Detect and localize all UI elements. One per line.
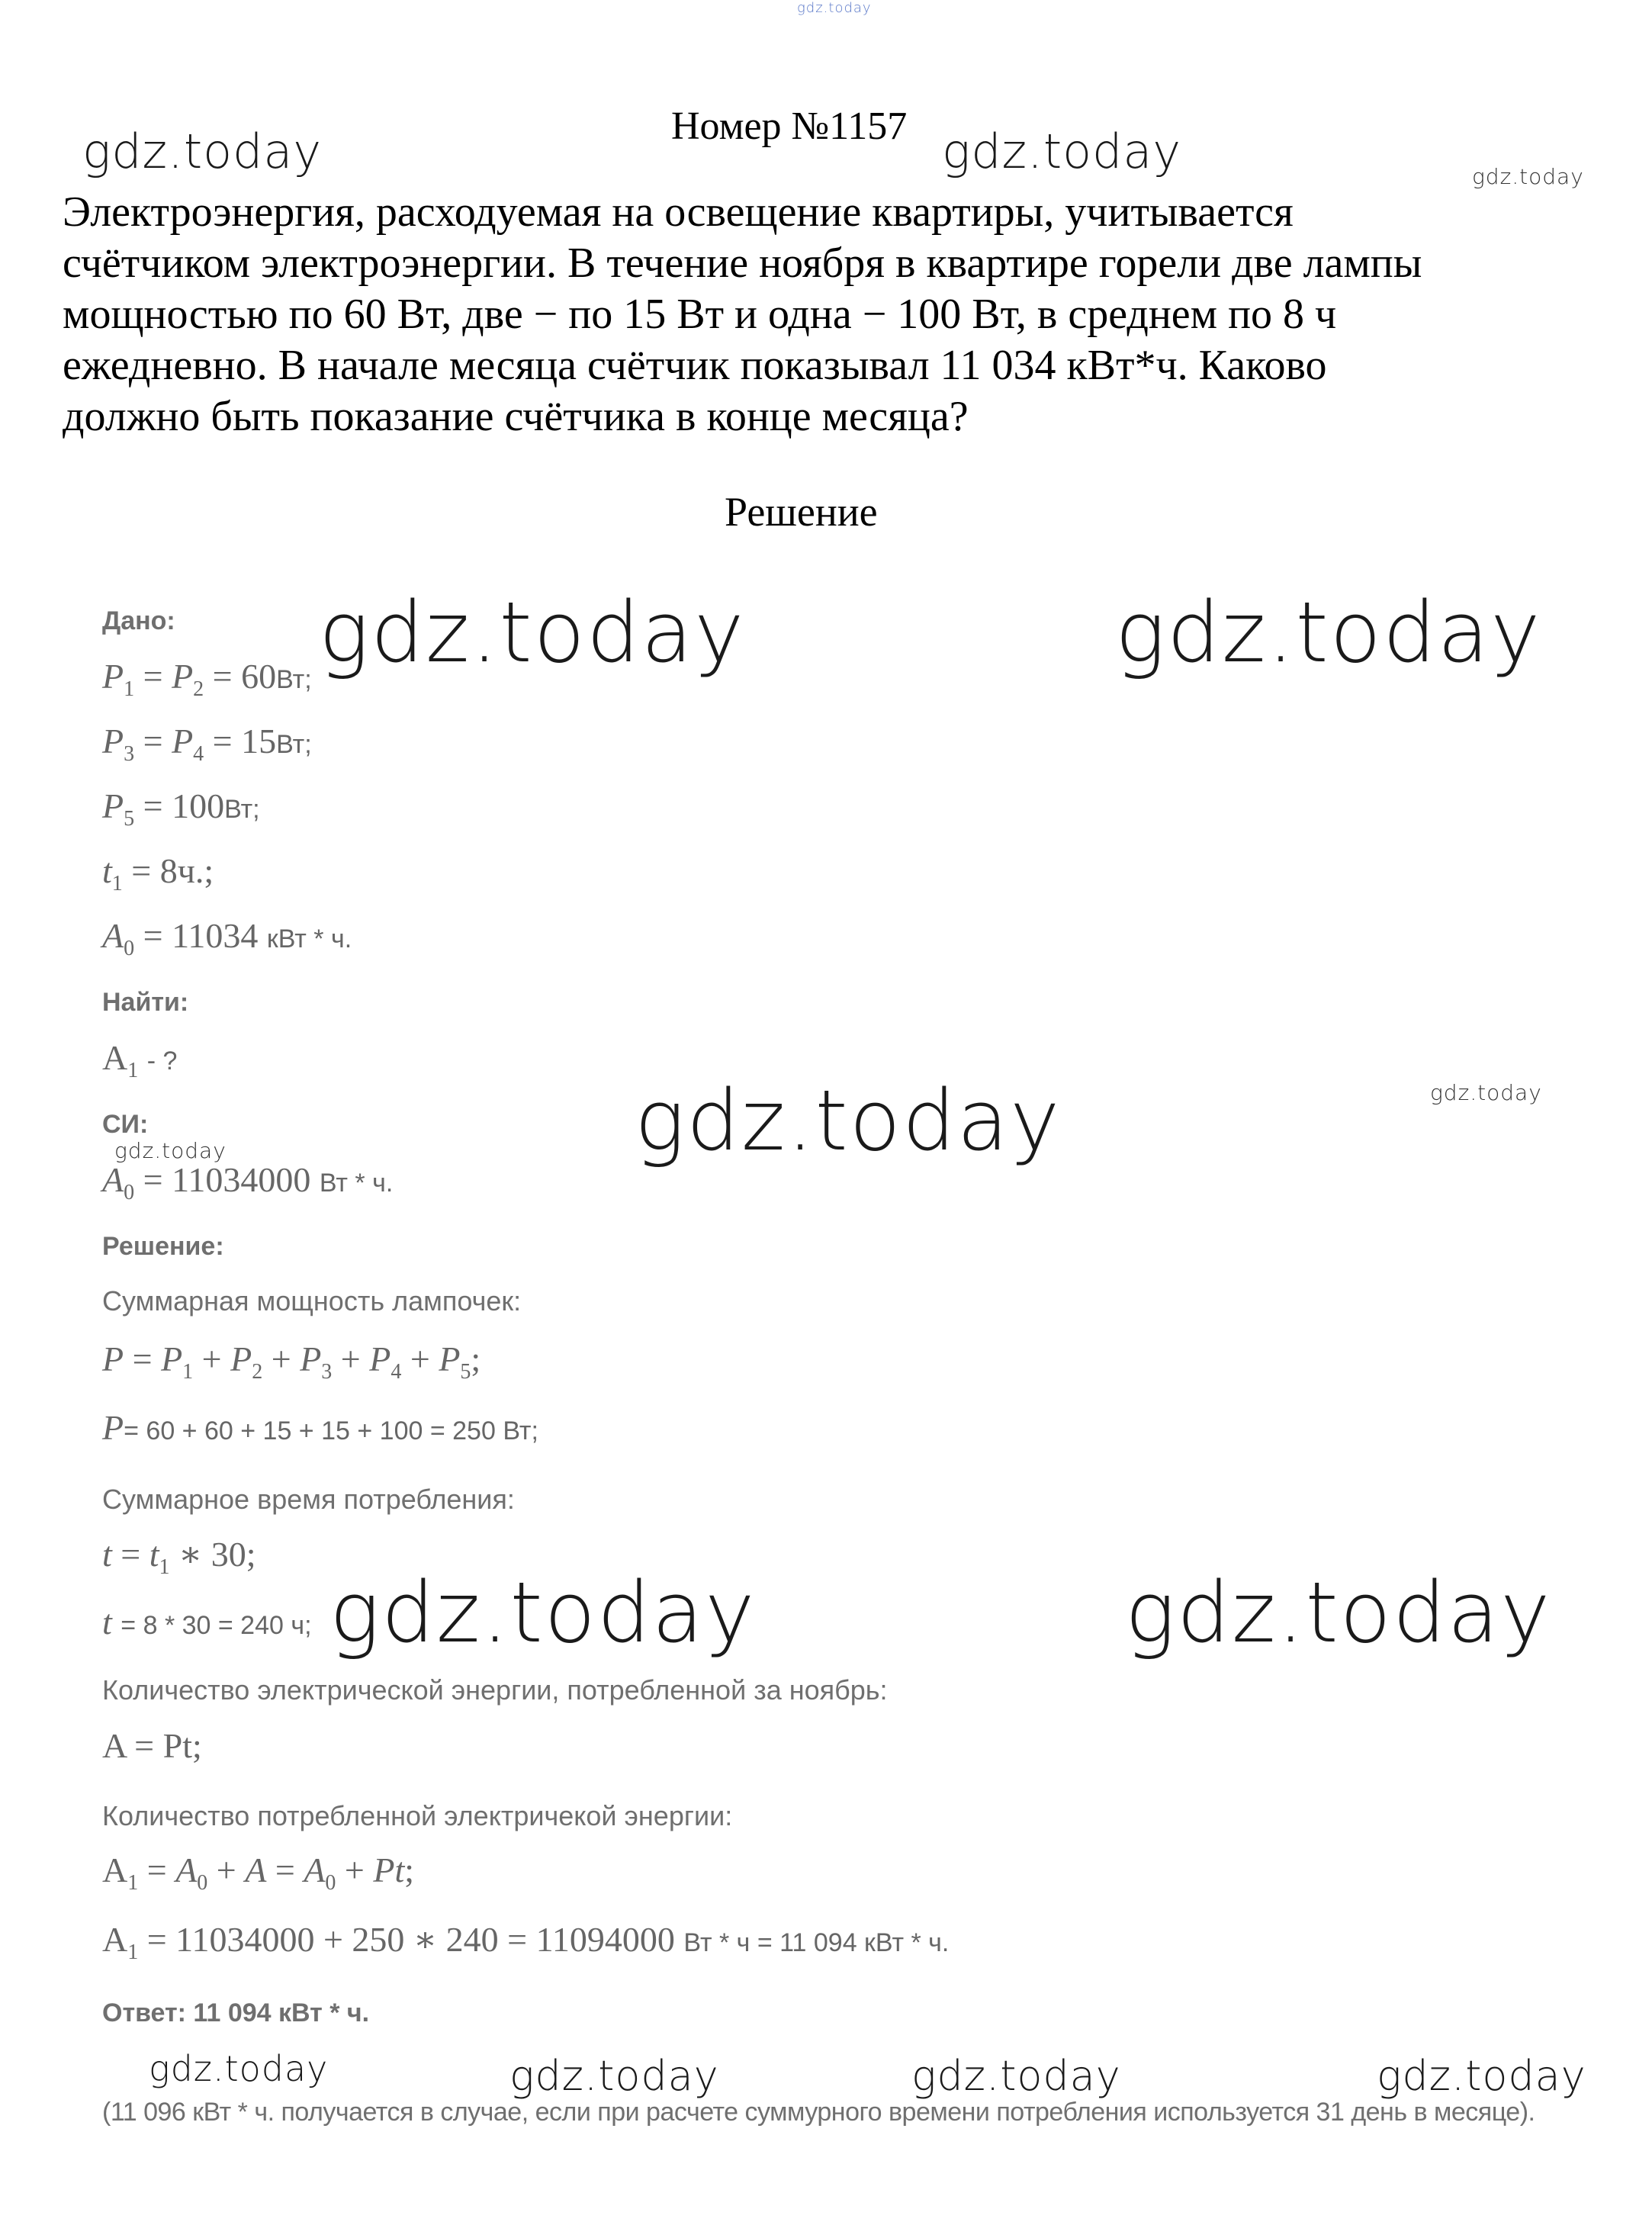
watermark: gdz.today — [319, 584, 746, 681]
given-a0: $A_0 = 11034$ кВт * ч. — [102, 916, 352, 961]
watermark: gdz.today — [1472, 164, 1584, 189]
footnote: (11 096 кВт * ч. получается в случае, если при расчете суммурного времени потребления используется 31 день в месяце). — [102, 2098, 1535, 2127]
time-formula: $t = t_1$ ∗ 30; — [102, 1535, 256, 1580]
solution-label: Решение: — [102, 1232, 224, 1261]
given-p5: $P_5 = 100Вт$; — [102, 786, 260, 831]
time-text: Суммарное время потребления: — [102, 1484, 515, 1515]
watermark: gdz.today — [1115, 584, 1542, 681]
watermark: gdz.today — [1430, 1080, 1542, 1105]
power-formula: $P = P_1 + P_2 + P_3 + P_4 + P_5$; — [102, 1339, 481, 1384]
answer: Ответ: 11 094 кВт * ч. — [102, 1998, 370, 2027]
energy-formula: A = Pt; — [102, 1726, 202, 1765]
consumed-formula: $A_1 = A_0 + A = A_0 + Pt$; — [102, 1850, 415, 1895]
problem-line: мощностью по 60 Вт, две − по 15 Вт и одна − 100 Вт, в среднем по 8 ч — [63, 291, 1337, 338]
watermark-top: gdz.today — [797, 0, 872, 16]
problem-line: счётчиком электроэнергии. В течение ноября в квартире горели две лампы — [63, 240, 1422, 287]
given-label: Дано: — [102, 606, 175, 635]
watermark: gdz.today — [509, 2052, 719, 2100]
given-t1: $t_1 = 8ч$.; — [102, 851, 214, 896]
energy-text: Количество электрической энергии, потребленной за ноябрь: — [102, 1674, 888, 1706]
problem-line: должно быть показание счётчика в конце месяца? — [63, 393, 969, 440]
problem-line: Электроэнергия, расходуемая на освещение квартиры, учитывается — [63, 188, 1294, 236]
problem-line: ежедневно. В начале месяца счётчик показывал 11 034 кВт*ч. Каково — [63, 342, 1327, 389]
time-numeric: t = 8 * 30 = 240 ч; — [102, 1603, 312, 1641]
watermark: gdz.today — [1125, 1564, 1552, 1661]
si-a0: $A_0 = 11034000$ Вт * ч. — [102, 1160, 394, 1205]
watermark: gdz.today — [329, 1564, 757, 1661]
consumed-text: Количество потребленной электричекой энергии: — [102, 1800, 733, 1831]
watermark: gdz.today — [82, 124, 323, 179]
power-text: Суммарная мощность лампочек: — [102, 1285, 522, 1317]
given-p1-p2: $P_1 = P_2 = 60Вт$; — [102, 657, 312, 702]
consumed-numeric: $A_1 = 11034000 + 250$ ∗ 240 = 11094000 Вт * ч = 11 094 кВт * ч. — [102, 1920, 950, 1965]
find-a1: $A_1$ - ? — [102, 1038, 178, 1083]
watermark: gdz.today — [114, 1138, 227, 1163]
problem-statement — [63, 187, 1634, 442]
watermark: gdz.today — [635, 1072, 1062, 1169]
page-title: Номер №1157 — [671, 104, 908, 148]
find-label: Найти: — [102, 988, 189, 1017]
watermark: gdz.today — [911, 2052, 1121, 2100]
solution-heading: Решение — [725, 489, 878, 535]
given-p3-p4: $P_3 = P_4 = 15Вт$; — [102, 722, 312, 767]
watermark: gdz.today — [942, 124, 1182, 179]
watermark: gdz.today — [149, 2048, 329, 2089]
si-label: СИ: — [102, 1110, 149, 1139]
power-numeric: P= 60 + 60 + 15 + 15 + 100 = 250 Вт; — [102, 1408, 538, 1447]
watermark: gdz.today — [1377, 2052, 1586, 2100]
